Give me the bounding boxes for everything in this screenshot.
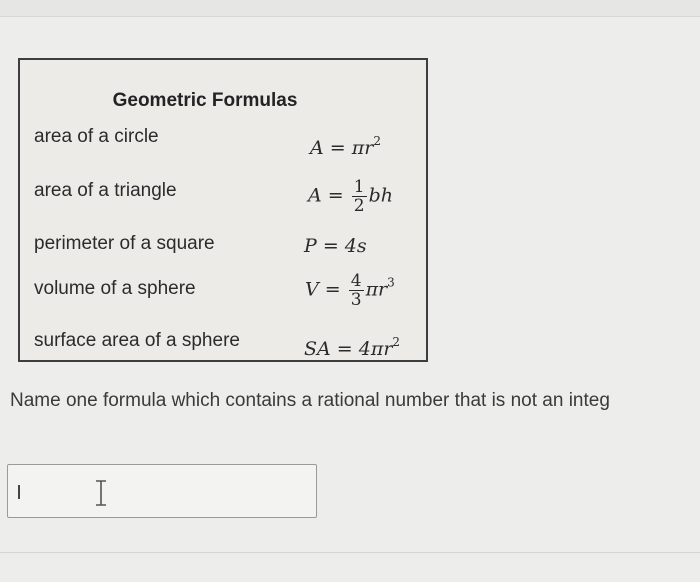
formula-triangle-area: A = $\frac{1}{2}$ bh <box>308 177 393 216</box>
formula-circle-area: $A = \pi r^2$ <box>310 134 381 159</box>
formula-table <box>18 58 428 362</box>
table-title: Geometric Formulas <box>112 90 298 111</box>
formula-sphere-surface-area: SA = $4\pi r^2$ <box>304 335 401 360</box>
text-caret <box>18 485 20 499</box>
formula-label-circle-area: area of a circle <box>34 126 159 147</box>
divider <box>0 552 700 553</box>
formula-label-square-perimeter: perimeter of a square <box>34 233 215 254</box>
answer-input[interactable] <box>7 464 317 518</box>
formula-square-perimeter: P = 4s <box>304 235 367 257</box>
formula-label-sphere-volume: volume of a sphere <box>34 278 196 299</box>
formula-sphere-volume: V = $\frac{4}{3}$ $\pi r^3$ <box>305 271 395 310</box>
formula-label-sphere-surface-area: surface area of a sphere <box>34 330 240 351</box>
question-prompt: Name one formula which contains a rational number that is not an integ <box>10 390 610 411</box>
top-bar <box>0 0 700 17</box>
formula-label-triangle-area: area of a triangle <box>34 180 177 201</box>
text-cursor-icon <box>94 479 108 507</box>
